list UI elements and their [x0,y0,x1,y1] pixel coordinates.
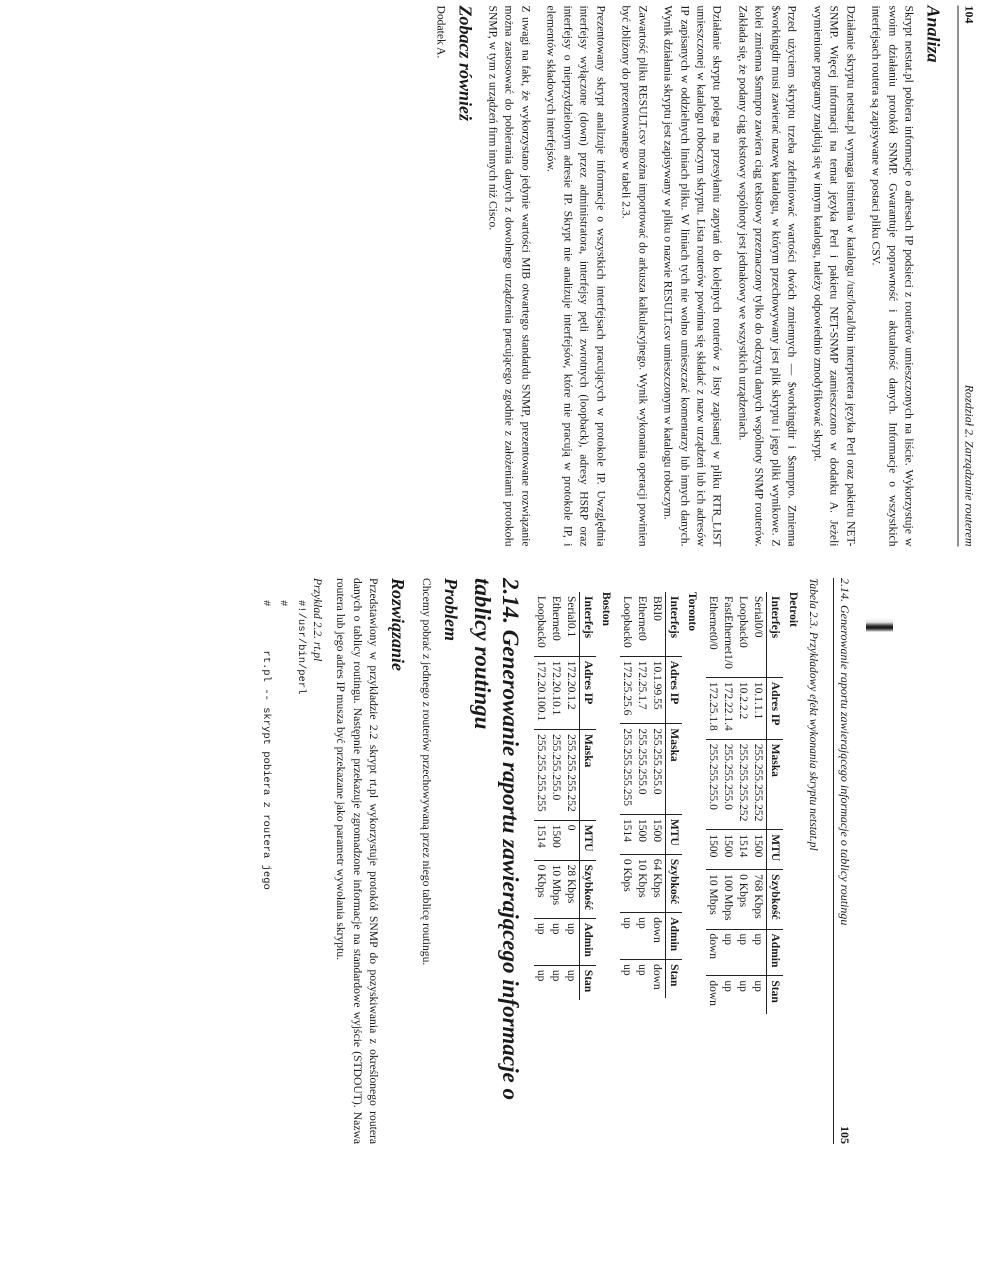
table-cell: Serial0.1 [565,596,578,638]
paragraph: Zawartość pliku RESULT.csv można importować do arkusza kalkulacyjnego. Wynik wykonania operacji powinien być zbliżony do prezentowanego w tabeli 2.3. [619,5,650,547]
section-heading: Analiza [923,5,944,63]
table-cell: 28 Kbps [564,860,580,918]
table-cell: up [635,913,650,960]
table-cell: FastEthernet1/0 [722,596,735,669]
table-cell: 255.255.255.0 [650,724,666,815]
table-cell: 172.25.25.6 [620,656,635,724]
table-cell: up [721,976,736,1014]
table-cell: 255.255.255.0 [635,724,650,815]
column-header: MTU [767,830,784,870]
paragraph: Działanie skryptu polega na przesyłaniu zapytań do kolejnych routerów z listy zapisanej w pliku RTR_LIST umieszczonej w katalogu roboczym skryptu. Lista routerów powinna się składać z nazw urządzeń lub ich adresów IP zapisanych w oddzielnych liniach pliku. W liniach tych nie wolno umieszczać komentarzy lub innych danych. Wynik działania skryptu jest zapisywany w pliku o nazwie RESULT.csv umieszczonym w katalogu roboczym. [661,5,724,547]
table-row [534,592,549,1000]
table-row [736,592,751,1014]
problem-text: Chcemy pobrać z jednego z routerów przechowywaną przez niego tablicę routingu. [419,578,433,966]
table-cell: 10 Mbps [549,860,564,918]
table-header-row [580,592,597,1000]
paragraph: Dodatek A. [434,5,448,59]
table-cell: up [620,960,635,998]
table-cell: 1500 [635,814,650,854]
table-row [706,592,721,1014]
column-header: Stan [580,965,597,1000]
table-cell: 10.2.2.2 [736,677,751,739]
column-header: MTU [666,814,683,854]
table-cell: 1500 [650,814,666,854]
table-cell: 172.20.10.1 [549,656,564,729]
column-header: Adres IP [666,656,683,724]
table-row [620,592,635,998]
table-cell: up [534,918,549,965]
table-cell: BRI0 [651,596,664,621]
table-cell: up [549,965,564,1000]
running-header [833,578,852,1144]
column-header: Maska [767,739,784,830]
table-header-row [767,592,784,1014]
table-cell: 255.255.255.255 [620,724,635,815]
column-header: MTU [580,820,597,860]
running-title: Rozdział 2. Zarządzanie routerem [962,384,977,547]
table-cell: Ethernet0/0 [707,596,720,650]
column-header: Adres IP [767,677,784,739]
page-number: 104 [962,5,977,24]
table-cell: up [564,965,580,1000]
column-header: Szybkość [767,870,784,929]
table-cell: 10 Kbps [635,854,650,912]
router-name: Toronto [686,592,698,631]
table-cell: up [564,918,580,965]
table-cell: 1500 [706,830,721,870]
table-cell: up [620,913,635,960]
solution-text: Przedstawiony w przykładzie 2.2 skrypt rt.pl wykorzystuje protokół SNMP do pozyskiwania z określonego routera danych o tablicy routingu. Następnie przekazuje zgromadzone informacje na standardowe wyjście (STDOUT). Nazwa routera lub jego adres IP musza być przekazane jako parametr wywołania skryptu. [334,578,381,1144]
column-header: Interfejs [580,592,597,656]
table-cell: 100 Mbps [721,870,736,929]
table-cell: 1500 [751,830,767,870]
column-header: Szybkość [666,854,683,912]
table-cell: 64 Kbps [650,854,666,912]
table-row [564,592,580,1000]
table-cell: 0 Kbps [736,870,751,929]
solution-heading: Rozwiązanie [388,578,409,672]
page-104 [131,0,991,573]
column-header: Stan [767,976,784,1014]
table-cell: down [706,929,721,976]
table-header-row [666,592,683,998]
table-cell: 1500 [721,830,736,870]
section-title: 2.14. Generowanie raportu zawierającego informacje o tablicy routingu [470,578,523,1100]
table-cell: down [706,976,721,1014]
table-cell: 1514 [620,814,635,854]
table-row [751,592,767,1014]
table-cell: up [736,976,751,1014]
column-header: Maska [580,730,597,821]
column-header: Stan [666,960,683,998]
router-name: Detroit [787,592,799,627]
running-title: 2.14. Generowanie raportu zawierającego informacje o tablicy routingu [838,578,852,926]
running-header [958,6,977,547]
table-cell: Loopback0 [621,596,634,648]
table-cell: 255.255.255.252 [736,739,751,830]
page-105 [138,552,866,1170]
table-cell: 255.255.255.0 [549,730,564,821]
example-label: Przykład 2.2. rt.pl [311,578,323,662]
table-cell: Ethernet0 [636,596,649,641]
interface-table [706,592,783,1014]
paragraph: Skrypt netstat.pl pobiera informacje o adresach IP podsieci z routerów umieszczonych na liście. Wykorzystuje w swoim działaniu protokół SNMP. Gwarantuje poprawność i aktualność danych. Informacje o wszystkich interfejsach routera są zapisywane w postaci pliku CSV. [869,5,916,547]
interface-tables [534,578,799,1144]
table-cell: up [751,929,767,976]
table-cell: 255.255.255.252 [564,730,580,821]
table-cell: 172.25.1.7 [635,656,650,724]
table-row [721,592,736,1014]
table-cell: Ethernet0 [550,596,563,641]
section-heading: Zobacz również [455,5,476,122]
column-header: Interfejs [767,592,784,677]
table-cell: up [751,976,767,1014]
paragraph: Z uwagi na fakt, że wykorzystano jedynie wartości MIB otwartego standardu SNMP, prezentowane rozwiązanie można zastosować do pobierania danych z dowolnego urządzenia pracującego zgodnie z założeniami protokołu SNMP, w tym z urządzeń firm innych niż Cisco. [486,5,533,547]
paragraph: Przed użyciem skryptu trzeba zdefiniować wartości dwóch zmiennych — $workingdir i $snmpro. Zmienna $workingdir musi zawierać nazwę katalogu, w którym przechowywany jest plik skryptu i jego pliki wynikowe. Z kolei zmienna $snmpro zawiera ciąg tekstowy przeznaczony tylko do odczytu danych wspólnoty SNMP routerów. Zakłada się, że podany ciąg tekstowy wspólnoty jest jednakowy we wszystkich urządzeniach. [736,5,799,547]
page-number: 105 [838,1126,852,1144]
table-cell: Serial0/0 [752,596,765,638]
column-header: Admin [666,913,683,960]
table-cell: 10 Mbps [706,870,721,929]
table-cell: 255.255.255.0 [721,739,736,830]
column-header: Admin [767,929,784,976]
router-name: Boston [600,592,612,626]
paragraph: Prezentowany skrypt analizuje informacje o wszystkich interfejsach pracujących w protokole IP. Uwzględnia interfejsy wyłączone (down) przez administratora, interfejsy pętli zwrotnych (loopback), adresy HSRP oraz interfejsy o nieprzydzielonym adresie IP. Skrypt nie analizuje interfejsów, które nie pracują w protokole IP, i elementów składowych interfejsów. [544,5,608,547]
table-cell: 0 Kbps [534,860,549,918]
column-header: Maska [666,724,683,815]
code-line: # [277,600,290,607]
table-cell: 172.20.1.2 [564,656,580,729]
paragraph: Działanie skryptu netstat.pl wymaga istnienia w katalogu /usr/local/bin interpretera języka Perl oraz pakietu NET-SNMP. Więcej informacji na temat języka Perl i pakietu NET-SNMP zamieszczono w dodatku A. Jeżeli wymienione programy znajdują się w innym katalogu, należy odpowiednio zmodyfikować skrypt. [811,5,858,547]
code-listing [258,578,307,1144]
problem-heading: Problem [440,578,461,641]
code-line: # rt.pl -- skrypt pobiera z routera jego [259,600,272,890]
table-cell: 1514 [534,820,549,860]
table-row [549,592,564,1000]
table-cell: up [549,918,564,965]
table-cell: down [650,913,666,960]
table-cell: 0 Kbps [620,854,635,912]
table-cell: up [635,960,650,998]
table-cell: 255.255.255.0 [706,739,721,830]
table-cell: 1514 [736,830,751,870]
table-cell: 10.1.1.1 [751,677,767,739]
table-cell: 0 [564,820,580,860]
table-cell: up [721,929,736,976]
table-cell: 172.22.1.4 [721,677,736,739]
page-body [432,6,944,547]
table-cell: 172.25.1.8 [706,677,721,739]
table-row [635,592,650,998]
interface-table [534,592,596,1000]
table-cell: 255.255.255.252 [751,739,767,830]
table-cell: down [650,960,666,998]
column-header: Adres IP [580,656,597,729]
table-cell: 255.255.255.255 [534,730,549,821]
column-header: Admin [580,918,597,965]
table-cell: up [736,929,751,976]
table-row [650,592,666,998]
column-header: Interfejs [666,592,683,656]
table-cell: 1500 [549,820,564,860]
interface-table [620,592,682,998]
table-caption: Tabela 2.3. Przykładowy efekt wykonania skryptu netstat.pl [807,578,819,851]
table-cell: Loopback0 [535,596,548,648]
table-cell: 768 Kbps [751,870,767,929]
table-cell: up [534,965,549,1000]
table-cell: Loopback0 [737,596,750,648]
table-cell: 172.20.100.1 [534,656,549,729]
code-line: #!/usr/bin/perl [295,600,307,695]
column-header: Szybkość [580,860,597,918]
table-cell: 10.1.99.55 [650,656,666,724]
